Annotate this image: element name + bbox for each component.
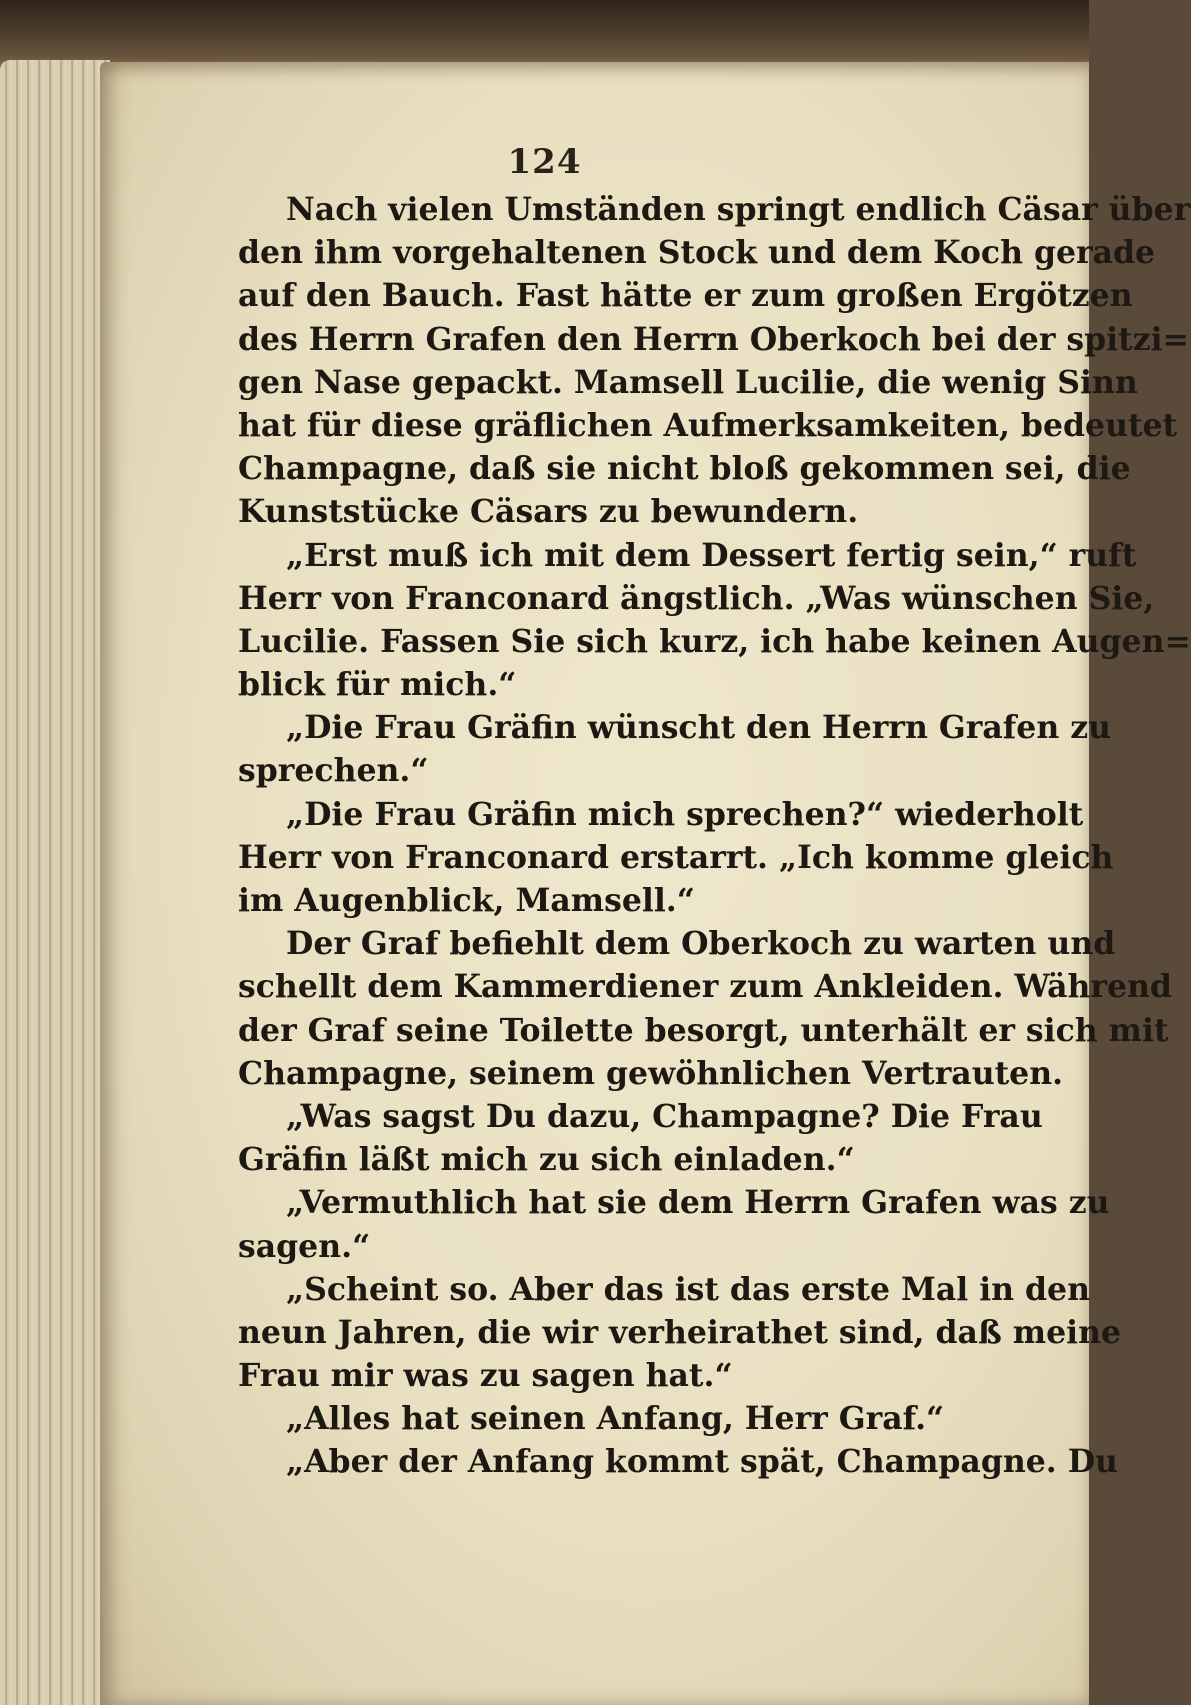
- text-line: sprechen.“: [238, 752, 429, 790]
- text-line: Der Graf befiehlt dem Oberkoch zu warten und: [286, 925, 1116, 963]
- text-line: „Alles hat seinen Anfang, Herr Graf.“: [286, 1400, 945, 1438]
- text-line: blick für mich.“: [238, 666, 517, 704]
- text-line: hat für diese gräflichen Aufmerksamkeiten, bedeutet: [238, 406, 1178, 444]
- text-line: neun Jahren, die wir verheirathet sind, daß meine: [238, 1313, 1122, 1351]
- text-line: Kunststücke Cäsars zu bewundern.: [238, 493, 859, 531]
- text-line: „Scheint so. Aber das ist das erste Mal in den: [286, 1270, 1091, 1308]
- text-line: der Graf seine Toilette besorgt, unterhält er sich mit: [238, 1011, 1169, 1049]
- text-line: sagen.“: [238, 1227, 371, 1265]
- text-line: „Erst muß ich mit dem Dessert fertig sein,“ ruft: [286, 536, 1137, 574]
- page-number: 124: [507, 142, 582, 182]
- text-line: „Vermuthlich hat sie dem Herrn Grafen was zu: [286, 1184, 1110, 1222]
- text-line: Lucilie. Fassen Sie sich kurz, ich habe keinen Augen=: [238, 622, 1191, 660]
- text-line: „Die Frau Gräfin wünscht den Herrn Grafen zu: [286, 709, 1111, 747]
- text-line: „Was sagst Du dazu, Champagne? Die Frau: [286, 1097, 1043, 1135]
- text-line: gen Nase gepackt. Mamsell Lucilie, die wenig Sinn: [238, 363, 1138, 401]
- text-line: den ihm vorgehaltenen Stock und dem Koch gerade: [238, 234, 1156, 272]
- text-line: Herr von Franconard ängstlich. „Was wünschen Sie,: [238, 579, 1155, 617]
- text-line: „Aber der Anfang kommt spät, Champagne. Du: [286, 1443, 1118, 1481]
- text-line: Champagne, daß sie nicht bloß gekommen sei, die: [238, 450, 1131, 488]
- text-line: auf den Bauch. Fast hätte er zum großen Ergötzen: [238, 277, 1133, 315]
- text-line: Frau mir was zu sagen hat.“: [238, 1357, 733, 1395]
- text-line: des Herrn Grafen den Herrn Oberkoch bei der spitzi=: [238, 320, 1189, 358]
- text-line: Herr von Franconard erstarrt. „Ich komme gleich: [238, 838, 1114, 876]
- text-line: im Augenblick, Mamsell.“: [238, 882, 695, 919]
- text-line: schellt dem Kammerdiener zum Ankleiden. Während: [238, 968, 1172, 1006]
- text-line: Gräfin läßt mich zu sich einladen.“: [238, 1141, 855, 1179]
- text-line: „Die Frau Gräfin mich sprechen?“ wiederholt: [286, 795, 1084, 833]
- page-stack-edges: [0, 60, 110, 1705]
- text-line: Nach vielen Umständen springt endlich Cäsar über: [286, 191, 1191, 228]
- page-text-body: [238, 188, 1191, 1484]
- text-line: Champagne, seinem gewöhnlichen Vertrauten.: [238, 1054, 1064, 1092]
